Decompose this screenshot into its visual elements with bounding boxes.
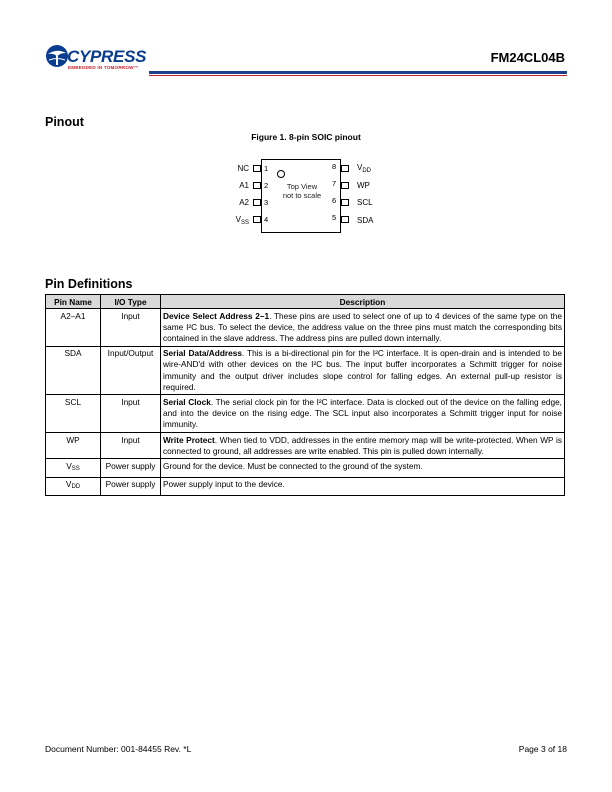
cypress-tree-icon (45, 44, 69, 68)
io-type-cell: Input/Output (101, 346, 161, 395)
io-type-cell: Power supply (101, 477, 161, 495)
column-header: I/O Type (101, 295, 161, 309)
pin-box (253, 165, 261, 172)
io-type-cell: Input (101, 309, 161, 347)
pin-box (341, 182, 349, 189)
pin-number: 3 (264, 198, 269, 207)
pin-name-cell: $V_{DD}$ (46, 477, 101, 495)
pin-number: 2 (264, 181, 269, 190)
description-cell: Serial Clock. The serial clock pin for the I²C interface. Data is clocked out of the device on the falling edge, and into the device on the rising edge. The SCL input also incorporates a Schmitt trigger input for noise immunity. (161, 395, 565, 433)
pin-label: NC (237, 164, 249, 173)
table-header-row (46, 295, 565, 309)
column-header: Pin Name (46, 295, 101, 309)
header-rule (149, 71, 567, 74)
description-cell: Power supply input to the device. (161, 477, 565, 495)
header-rule-accent (149, 75, 567, 76)
pin-label: A2 (239, 198, 249, 207)
pin-box (253, 199, 261, 206)
pin-number: 1 (264, 164, 269, 173)
table-row (46, 395, 565, 433)
logo-wordmark: CYPRESS (67, 47, 147, 66)
description-cell: Write Protect. When tied to VDD, addresses in the entire memory map will be write-protected. When WP is connected to ground, all addresses are write enabled. This pin is pulled down internally. (161, 433, 565, 459)
chip-body (261, 159, 341, 233)
soic-pinout-diagram (225, 155, 385, 237)
table-row (46, 346, 565, 395)
page-header (45, 42, 567, 78)
pin-box (253, 182, 261, 189)
pinout-heading: Pinout (45, 115, 84, 129)
pin-name-cell: SCL (46, 395, 101, 433)
io-type-cell: Input (101, 395, 161, 433)
table-row (46, 459, 565, 477)
pin-number: 4 (264, 215, 269, 224)
logo-tagline: EMBEDDED IN TOMORROW™ (68, 65, 139, 70)
pin-label: WP (357, 181, 370, 190)
pin-label: $V_{DD}$ (357, 163, 372, 174)
pin-box (341, 216, 349, 223)
description-cell: Device Select Address 2–1. These pins are used to select one of up to 4 devices of the same type on the same I²C bus. To select the device, the address value on the three pins must match the corresponding bits contained in the slave address. The address pins are pulled down internally. (161, 309, 565, 347)
pin1-marker-icon (277, 170, 285, 178)
pin-label: $V_{SS}$ (235, 215, 249, 226)
pin-number: 6 (332, 196, 337, 205)
pin-name-cell: WP (46, 433, 101, 459)
description-cell: Serial Data/Address. This is a bi-directional pin for the I²C interface. It is open-drain and is intended to be wire-AND'd with other devices on the I²C bus. The input buffer incorporates a Schmitt trigger for noise immunity and the output driver includes slope control for falling edges. An external pull-up resistor is required. (161, 346, 565, 395)
pin-definitions-heading: Pin Definitions (45, 277, 133, 291)
pin-name-cell: SDA (46, 346, 101, 395)
pin-label: A1 (239, 181, 249, 190)
description-cell: Ground for the device. Must be connected to the ground of the system. (161, 459, 565, 477)
pin-label: SCL (357, 198, 373, 207)
figure-caption: Figure 1. 8-pin SOIC pinout (251, 132, 361, 142)
column-header: Description (161, 295, 565, 309)
pin-number: 8 (332, 162, 337, 171)
table-row (46, 477, 565, 495)
pin-name-cell: A2–A1 (46, 309, 101, 347)
pin-number: 5 (332, 213, 337, 222)
cypress-logo (45, 42, 155, 76)
pin-name-cell: $V_{SS}$ (46, 459, 101, 477)
document-number: Document Number: 001-84455 Rev. *L (45, 744, 192, 754)
pin-label: SDA (357, 216, 374, 225)
pin-box (253, 216, 261, 223)
table-row (46, 433, 565, 459)
pin-box (341, 199, 349, 206)
chip-scale-label: not to scale (282, 191, 322, 200)
pin-box (341, 165, 349, 172)
pin-definitions-table (45, 294, 565, 496)
io-type-cell: Input (101, 433, 161, 459)
part-number: FM24CL04B (490, 50, 565, 65)
page-number: Page 3 of 18 (518, 744, 567, 754)
chip-view-label: Top View (286, 182, 318, 191)
table-row (46, 309, 565, 347)
io-type-cell: Power supply (101, 459, 161, 477)
pin-number: 7 (332, 179, 337, 188)
